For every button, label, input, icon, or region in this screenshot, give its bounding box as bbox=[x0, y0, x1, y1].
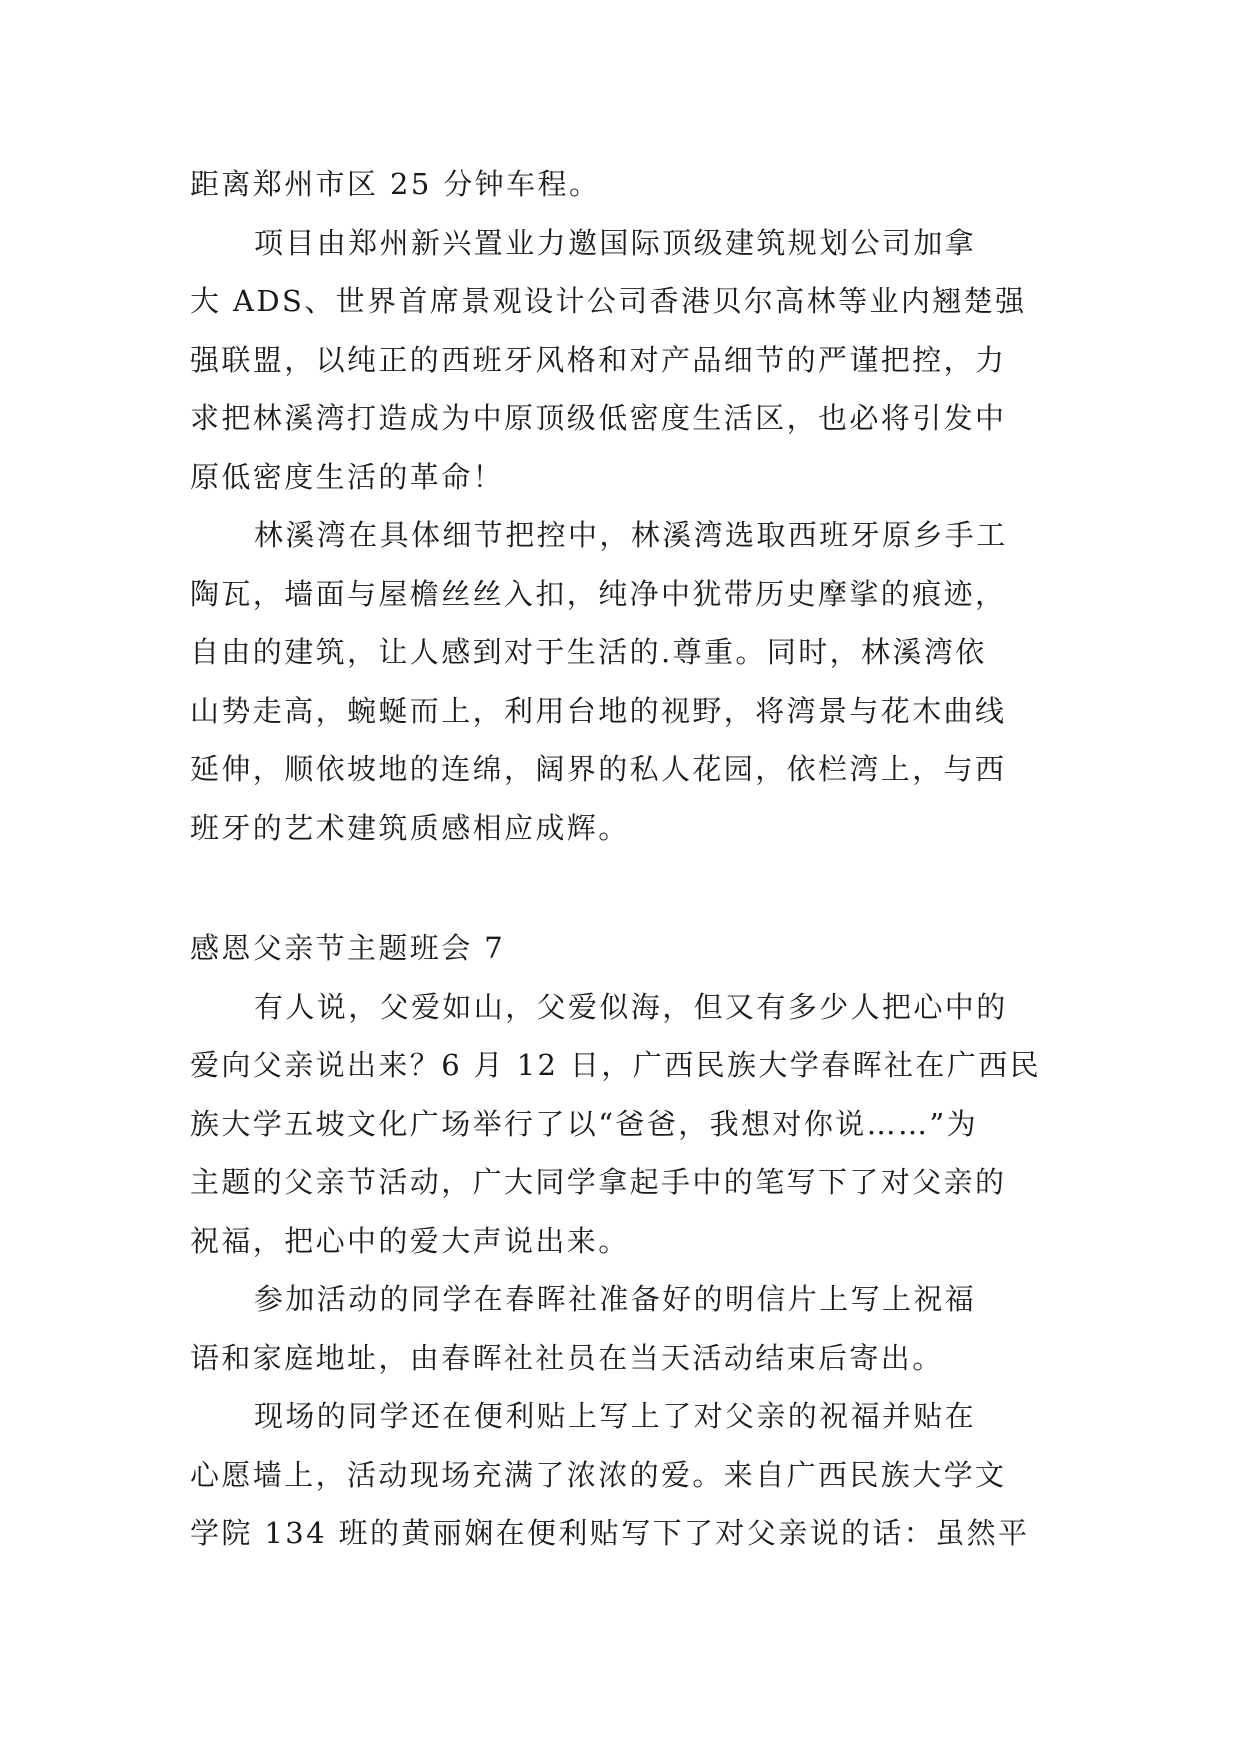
paragraph-line: 语和家庭地址，由春晖社社员在当天活动结束后寄出。 bbox=[190, 1340, 944, 1375]
paragraph-line: 学院 134 班的黄丽娴在便利贴写下了对父亲说的话：虽然平 bbox=[190, 1516, 1030, 1550]
paragraph-line: 项目由郑州新兴置业力邀国际顶级建筑规划公司加拿 bbox=[254, 225, 977, 260]
document-page bbox=[190, 155, 1060, 1563]
paragraph-line: 陶瓦，墙面与屋檐丝丝入扣，纯净中犹带历史摩挲的痕迹， bbox=[190, 576, 1007, 611]
paragraph-line: 原低密度生活的革命！ bbox=[190, 459, 505, 494]
paragraph-line: 大 ADS、世界首席景观设计公司香港贝尔高林等业内翘楚强 bbox=[190, 284, 1027, 318]
paragraph-line: 现场的同学还在便利贴上写上了对父亲的祝福并贴在 bbox=[254, 1399, 977, 1433]
paragraph-line: 主题的父亲节活动，广大同学拿起手中的笔写下了对父亲的 bbox=[190, 1165, 1007, 1199]
paragraph-line: 爱向父亲说出来？6 月 12 日，广西民族大学春晖社在广西民 bbox=[190, 1048, 1042, 1082]
paragraph-line: 求把林溪湾打造成为中原顶级低密度生活区，也必将引发中 bbox=[190, 401, 1007, 435]
paragraph-line: 延伸，顺依坡地的连绵，阔界的私人花园，依栏湾上，与西 bbox=[190, 752, 1007, 786]
paragraph-line: 山势走高，蜿蜒而上，利用台地的视野，将湾景与花木曲线 bbox=[190, 693, 1007, 728]
paragraph-line: 族大学五坡文化广场举行了以“爸爸，我想对你说……”为 bbox=[190, 1106, 979, 1141]
article-section-2 bbox=[190, 919, 1060, 1563]
paragraph-line: 强联盟，以纯正的西班牙风格和对产品细节的严谨把控，力 bbox=[190, 342, 1007, 377]
paragraph-line: 参加活动的同学在春晖社准备好的明信片上写上祝福 bbox=[254, 1282, 977, 1316]
paragraph-line: 自由的建筑，让人感到对于生活的.尊重。同时，林溪湾依 bbox=[190, 635, 987, 669]
article-section-1 bbox=[190, 155, 1060, 857]
paragraph-line: 祝福，把心中的爱大声说出来。 bbox=[190, 1223, 630, 1258]
paragraph-line: 林溪湾在具体细节把控中，林溪湾选取西班牙原乡手工 bbox=[254, 518, 1008, 552]
paragraph-line: 心愿墙上，活动现场充满了浓浓的爱。来自广西民族大学文 bbox=[190, 1457, 1007, 1492]
paragraph-line: 距离郑州市区 25 分钟车程。 bbox=[190, 167, 601, 201]
section-spacer bbox=[190, 857, 1060, 919]
paragraph-line: 班牙的艺术建筑质感相应成辉。 bbox=[190, 810, 630, 845]
section-title: 感恩父亲节主题班会 7 bbox=[190, 931, 506, 965]
paragraph-line: 有人说，父爱如山，父爱似海，但又有多少人把心中的 bbox=[254, 989, 1008, 1024]
